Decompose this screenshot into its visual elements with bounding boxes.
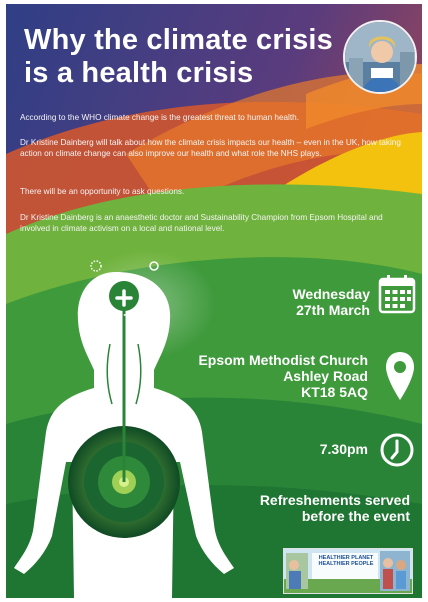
event-date — [292, 286, 370, 318]
questions-note: There will be an opportunity to ask questions. — [20, 187, 185, 196]
event-poster — [6, 4, 422, 598]
event-time: 7.30pm — [319, 441, 368, 457]
refreshments-line-2: before the event — [301, 508, 410, 524]
title-line-1: Why the climate crisis — [24, 24, 334, 56]
venue-street: Ashley Road — [283, 368, 368, 384]
banner-caption — [314, 555, 378, 568]
event-venue — [198, 352, 368, 400]
event-weekday: Wednesday — [292, 286, 370, 302]
intro-paragraph: According to the WHO climate change is the greatest threat to human health. — [20, 113, 299, 122]
title-line-2: is a health crisis — [24, 57, 254, 89]
speaker-bio: Dr Kristine Dainberg is an anaesthetic doctor and Sustainability Champion from Epsom Hospital and involved in climate activism on a local and national level. — [20, 213, 383, 233]
healthier-planet-banner — [283, 548, 413, 594]
refreshments-line-1: Refreshements served — [259, 492, 410, 508]
plus-icon — [114, 288, 134, 308]
map-pin-icon — [384, 350, 416, 402]
speaker-photo — [343, 20, 417, 94]
venue-postcode: KT18 5AQ — [301, 384, 368, 400]
clock-icon — [379, 432, 415, 468]
venue-name: Epsom Methodist Church — [198, 352, 368, 368]
event-day: 27th March — [296, 302, 370, 318]
banner-line-2: HEALTHIER PEOPLE — [318, 561, 374, 568]
page-title — [24, 24, 344, 90]
banner-line-1: HEALTHIER PLANET — [318, 555, 374, 561]
calendar-icon — [378, 274, 416, 314]
talk-description: Dr Kristine Dainberg will talk about how the climate crisis impacts our health – even in the UK, how taking action on climate change can also improve our health and what role the NHS plays. — [20, 138, 401, 158]
refreshments-note — [260, 492, 410, 524]
